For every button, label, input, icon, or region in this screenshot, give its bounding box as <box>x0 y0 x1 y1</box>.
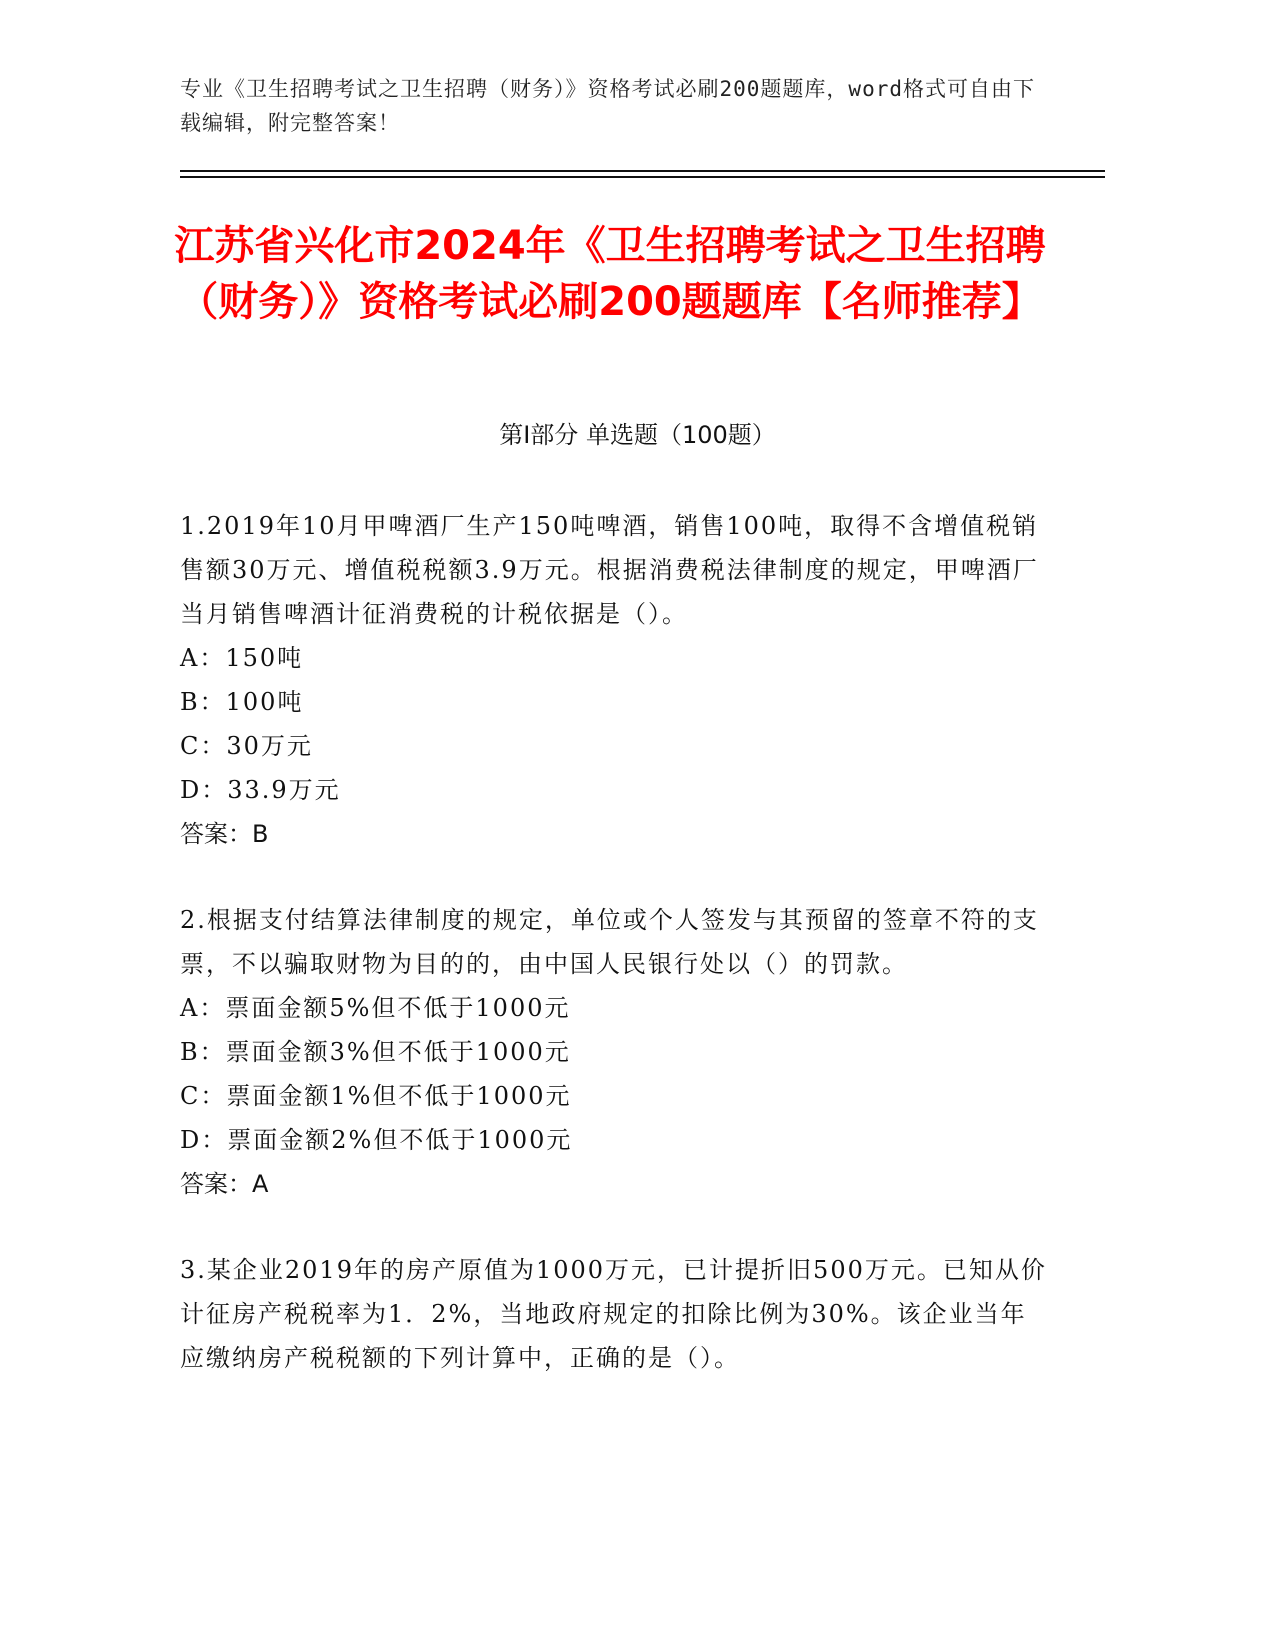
question-list <box>180 504 1050 1422</box>
answer: 答案：B <box>180 820 269 848</box>
question-3 <box>180 1248 1050 1380</box>
header-divider-top <box>180 170 1105 172</box>
question-2 <box>180 898 1050 1206</box>
question-stem: 1.2019年10月甲啤酒厂生产150吨啤酒，销售100吨，取得不含增值税销售额30万元、增值税税额3.9万元。根据消费税法律制度的规定，甲啤酒厂当月销售啤酒计征消费税的计税依据是（）。 <box>180 512 1039 628</box>
question-1 <box>180 504 1050 856</box>
question-stem: 2.根据支付结算法律制度的规定，单位或个人签发与其预留的签章不符的支票，不以骗取财物为目的的，由中国人民银行处以（）的罚款。 <box>180 906 1039 978</box>
header-note: 专业《卫生招聘考试之卫生招聘（财务）》资格考试必刷200题题库，word格式可自由下载编辑，附完整答案！ <box>180 77 1035 135</box>
option-c: C：票面金额1%但不低于1000元 <box>180 1082 572 1110</box>
document-title: 江苏省兴化市2024年《卫生招聘考试之卫生招聘（财务）》资格考试必刷200题题库【名师推荐】 <box>174 223 1046 325</box>
option-d: D：33.9万元 <box>180 776 341 804</box>
question-stem: 3.某企业2019年的房产原值为1000万元，已计提折旧500万元。已知从价计征房产税税率为1．2%，当地政府规定的扣除比例为30%。该企业当年应缴纳房产税税额的下列计算中，正确的是（）。 <box>180 1256 1047 1372</box>
answer: 答案：A <box>180 1170 269 1198</box>
option-b: B：100吨 <box>180 688 304 716</box>
option-b: B：票面金额3%但不低于1000元 <box>180 1038 571 1066</box>
option-a: A：票面金额5%但不低于1000元 <box>180 994 571 1022</box>
option-c: C：30万元 <box>180 732 313 760</box>
section-heading: 第Ⅰ部分 单选题（100题） <box>499 421 776 449</box>
option-a: A：150吨 <box>180 644 304 672</box>
header-divider-bottom <box>180 176 1105 178</box>
option-d: D：票面金额2%但不低于1000元 <box>180 1126 573 1154</box>
